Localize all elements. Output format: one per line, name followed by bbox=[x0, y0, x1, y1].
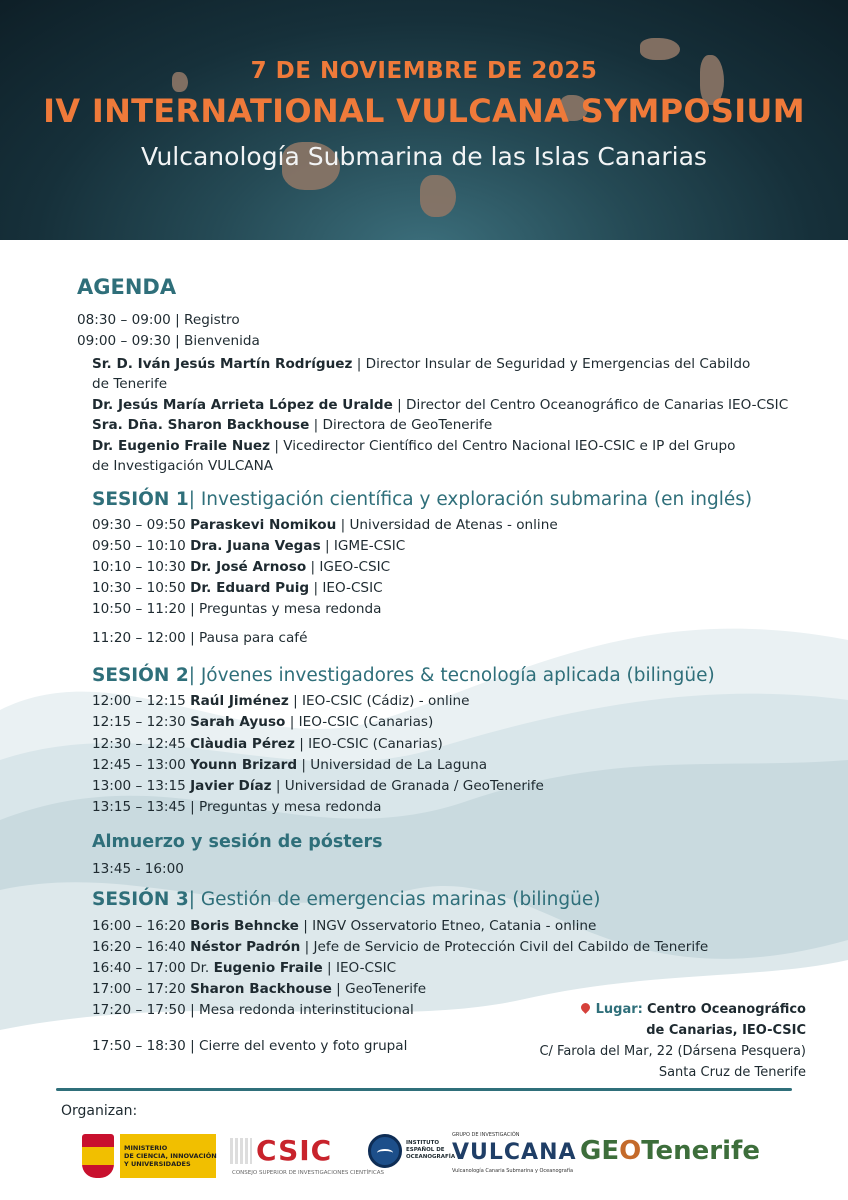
event-date: 7 DE NOVIEMBRE DE 2025 bbox=[250, 58, 598, 84]
welcome-speaker: Dr. Eugenio Fraile Nuez | Vicedirector Científico del Centro Nacional IEO-CSIC e IP del Grupo bbox=[92, 438, 736, 454]
welcome-speaker: Dr. Jesús María Arrieta López de Uralde | Director del Centro Oceanográfico de Canarias IEO-CSIC bbox=[92, 397, 789, 413]
session-item: 17:00 – 17:20 Sharon Backhouse | GeoTenerife bbox=[92, 981, 427, 997]
agenda-item: 08:30 – 09:00 | Registro bbox=[77, 312, 240, 328]
session-item: 09:50 – 10:10 Dra. Juana Vegas | IGME-CSIC bbox=[92, 538, 406, 554]
session-item: 13:00 – 13:15 Javier Díaz | Universidad de Granada / GeoTenerife bbox=[92, 778, 544, 794]
session-item: 16:40 – 17:00 Dr. Eugenio Fraile | IEO-CSIC bbox=[92, 960, 397, 976]
welcome-speaker: Sr. D. Iván Jesús Martín Rodríguez | Director Insular de Seguridad y Emergencias del Cabildo bbox=[92, 356, 751, 372]
session-item: 12:45 – 13:00 Younn Brizard | Universidad de La Laguna bbox=[92, 757, 488, 773]
session-item: 10:30 – 10:50 Dr. Eduard Puig | IEO-CSIC bbox=[92, 580, 383, 596]
welcome-speaker: Sra. Dña. Sharon Backhouse | Directora de GeoTenerife bbox=[92, 417, 493, 433]
session-2-heading: SESIÓN 2| Jóvenes investigadores & tecnología aplicada (bilingüe) bbox=[92, 665, 715, 686]
venue-name: Centro Oceanográfico bbox=[647, 1002, 806, 1017]
closing-item: 17:50 – 18:30 | Cierre del evento y foto grupal bbox=[92, 1038, 408, 1054]
location-pin-icon bbox=[579, 1001, 592, 1014]
session-item: 10:10 – 10:30 Dr. José Arnoso | IGEO-CSIC bbox=[92, 559, 391, 575]
venue-label: Lugar: bbox=[595, 1002, 643, 1017]
organizers-label: Organizan: bbox=[61, 1103, 138, 1119]
welcome-speaker-cont: de Tenerife bbox=[92, 376, 168, 392]
venue-city: Santa Cruz de Tenerife bbox=[658, 1065, 806, 1080]
session-item: 12:30 – 12:45 Clàudia Pérez | IEO-CSIC (Canarias) bbox=[92, 736, 443, 752]
venue-address: C/ Farola del Mar, 22 (Dársena Pesquera) bbox=[539, 1044, 806, 1059]
csic-logo: CSIC CONSEJO SUPERIOR DE INVESTIGACIONES CIENTÍFICAS bbox=[232, 1134, 384, 1176]
session-item: 12:15 – 12:30 Sarah Ayuso | IEO-CSIC (Canarias) bbox=[92, 714, 434, 730]
session-item: 09:30 – 09:50 Paraskevi Nomikou | Universidad de Atenas - online bbox=[92, 517, 558, 533]
session-3-heading: SESIÓN 3| Gestión de emergencias marinas (bilingüe) bbox=[92, 889, 601, 910]
lunch-heading: Almuerzo y sesión de pósters bbox=[92, 832, 383, 852]
divider bbox=[56, 1088, 792, 1091]
session-item: 10:50 – 11:20 | Preguntas y mesa redonda bbox=[92, 601, 382, 617]
agenda-heading: AGENDA bbox=[77, 275, 177, 299]
session-item: 16:20 – 16:40 Néstor Padrón | Jefe de Servicio de Protección Civil del Cabildo de Tenerife bbox=[92, 939, 709, 955]
session-item: 12:00 – 12:15 Raúl Jiménez | IEO-CSIC (Cádiz) - online bbox=[92, 693, 470, 709]
venue-name-cont: de Canarias, IEO-CSIC bbox=[646, 1023, 806, 1038]
agenda-item: 09:00 – 09:30 | Bienvenida bbox=[77, 333, 260, 349]
welcome-speaker-cont: de Investigación VULCANA bbox=[92, 458, 274, 474]
vulcana-logo: GRUPO DE INVESTIGACIÓN VULCANA Vulcanología Canaria Submarina y Oceanografía bbox=[452, 1132, 577, 1174]
coffee-break: 11:20 – 12:00 | Pausa para café bbox=[92, 630, 308, 646]
ieo-emblem-icon bbox=[368, 1134, 402, 1168]
coat-of-arms-icon bbox=[82, 1134, 114, 1178]
session-item: 13:15 – 13:45 | Preguntas y mesa redonda bbox=[92, 799, 382, 815]
ministerio-logo: MINISTERIO DE CIENCIA, INNOVACIÓN Y UNIVERSIDADES bbox=[82, 1128, 222, 1184]
session-1-heading: SESIÓN 1| Investigación científica y exploración submarina (en inglés) bbox=[92, 489, 753, 510]
event-title: IV INTERNATIONAL VULCANA SYMPOSIUM bbox=[43, 92, 805, 130]
organizer-logos bbox=[82, 1128, 782, 1184]
event-subtitle: Vulcanología Submarina de las Islas Canarias bbox=[141, 142, 707, 171]
session-item: 16:00 – 16:20 Boris Behncke | INGV Osservatorio Etneo, Catania - online bbox=[92, 918, 597, 934]
geotenerife-logo: GEOTenerife bbox=[580, 1136, 760, 1166]
ieo-logo: INSTITUTO ESPAÑOL DE OCEANOGRAFÍA bbox=[368, 1128, 448, 1184]
venue-block bbox=[539, 999, 806, 1083]
lunch-time: 13:45 - 16:00 bbox=[92, 861, 184, 877]
session-item: 17:20 – 17:50 | Mesa redonda interinstitucional bbox=[92, 1002, 414, 1018]
csic-grid-icon bbox=[230, 1138, 252, 1164]
